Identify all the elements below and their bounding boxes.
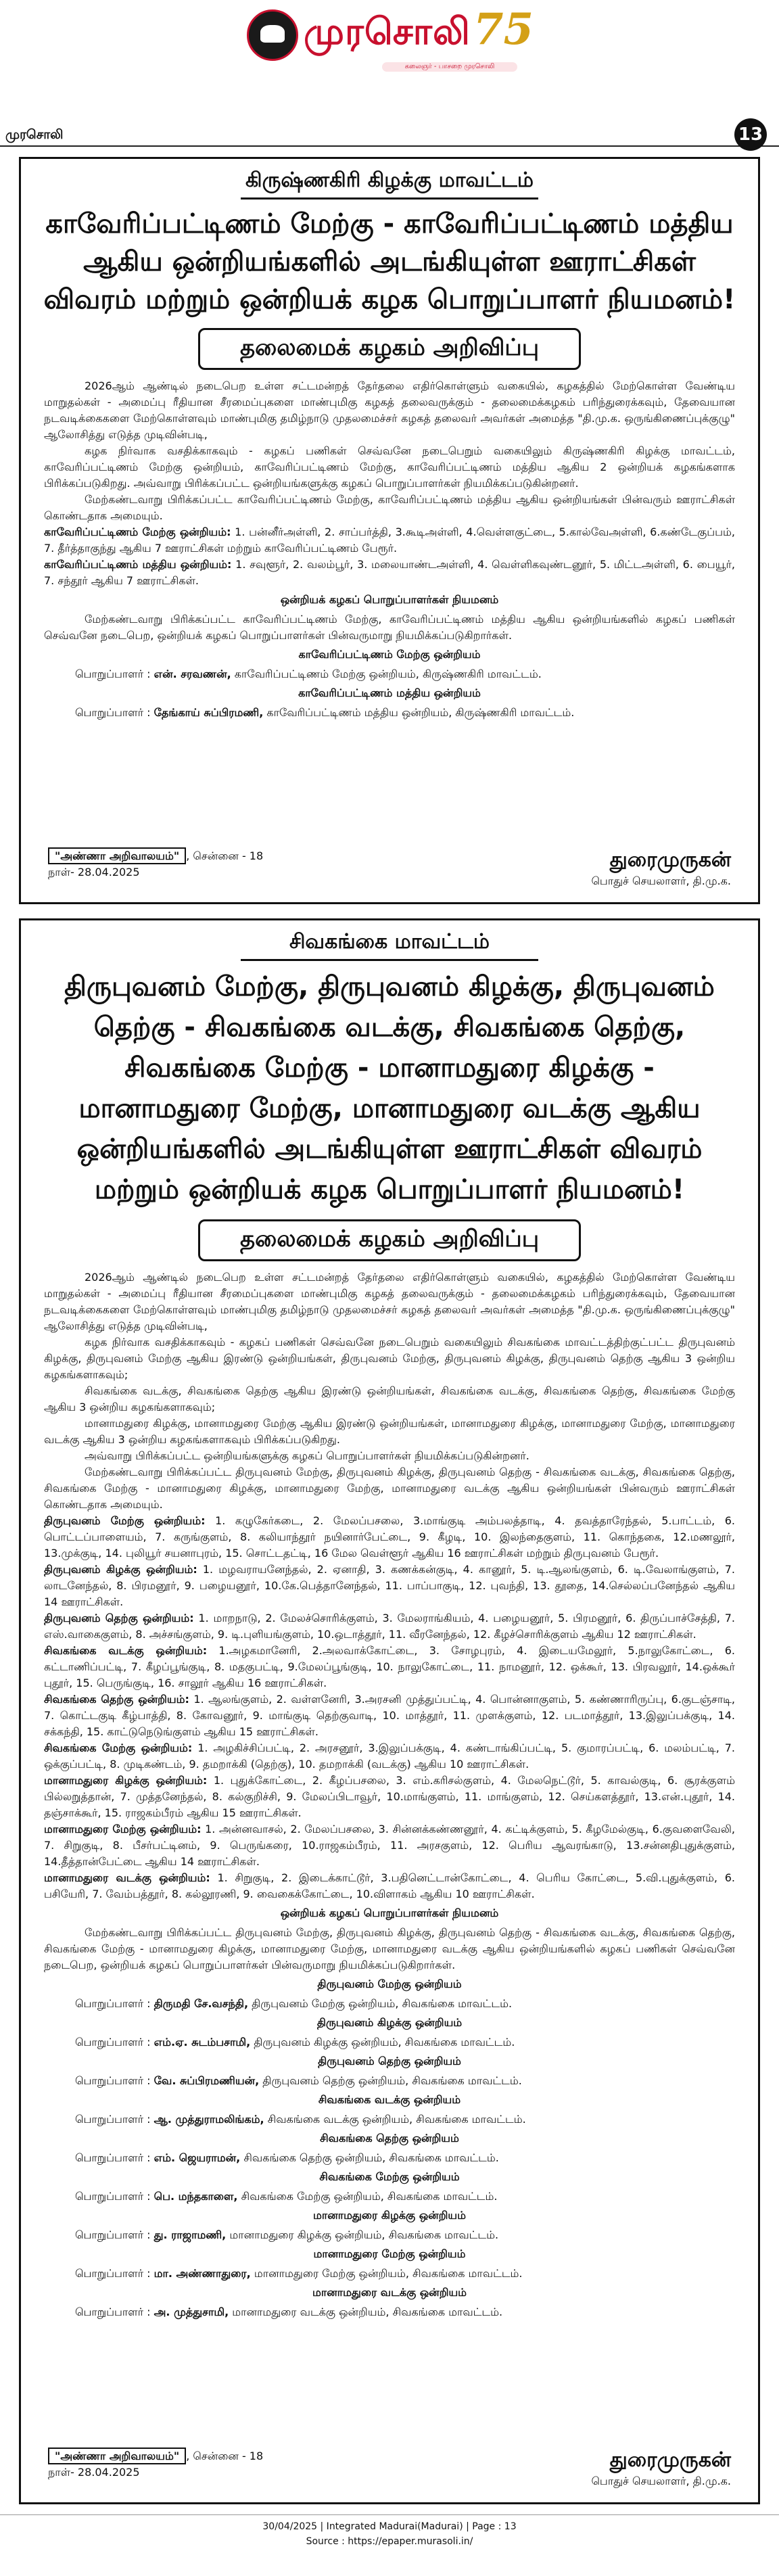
bearer-name: மா. அண்ணாதுரை,	[154, 2267, 251, 2280]
role-label: பொறுப்பாளர் :	[75, 2190, 151, 2203]
union-label: திருபுவனம் மேற்கு ஒன்றியம்:	[44, 1514, 206, 1527]
notice-footer	[48, 2448, 731, 2496]
signatory-role: பொதுச் செயலாளர், தி.மு.க.	[591, 874, 731, 887]
village-list: 1. பன்னீர்அள்ளி, 2. சாப்பர்த்தி, 3.கூடிஅள்ளி, 4.வெள்ளகுட்டை, 5.கால்வேஅள்ளி, 6.கண்டேகுப்பம், 7. தீர்த்தாகுந்து ஆகிய 7 ஊராட்சிகள் மற்றும் காவேரிப்பட்டிணம் பேரூர்.	[44, 525, 735, 555]
bearer-name: து. ராஜாமணி,	[154, 2228, 227, 2241]
role-label: பொறுப்பாளர் :	[75, 2228, 151, 2241]
footer-address	[48, 2448, 263, 2481]
village-list: 1. மழவராயனேந்தல், 2. ஏனாதி, 3. கணக்கன்குடி, 4. கானூர், 5. டி.ஆலங்குளம், 6. டி.வேலாங்குளம், 7. லாடனேந்தல், 8. பிரமனூர், 9. பழையனூர், 10.கே.பெத்தானேந்தல், 11. பாப்பாகுடி, 12. புவந்தி, 13. தூதை, 14.செல்லப்பனேந்தல் ஆகிய 14 ஊராட்சிகள்.	[44, 1563, 736, 1608]
list-item	[44, 1513, 735, 1562]
office-bearer	[75, 2266, 735, 2282]
footer-divider	[0, 2514, 779, 2515]
union-heading: திருபுவனம் தெற்கு ஒன்றியம்	[318, 2055, 461, 2067]
office-city: , சென்னை - 18	[186, 849, 264, 862]
bearer-name: எம். ஜெயராமன்,	[154, 2151, 241, 2164]
village-list: 1. மாறநாடு, 2. மேலச்சொரிக்குளம், 3. மேலராங்கியம், 4. பழையனூர், 5. பிரமனூர், 6. திருப்பாச்சேத்தி, 7. எஸ்.வாகைகுளம், 8. அச்சங்குளம், 9. டி.புளியங்குளம், 10.ஒடாத்தூர், 11. வீரனேந்தல், 12. கீழச்சொரிக்குளம் ஆகிய 12 ஊராட்சிகள்.	[44, 1612, 736, 1641]
office-bearer	[75, 2150, 735, 2166]
notice-krishnagiri	[19, 157, 760, 904]
village-list: 1. ஆலங்குளம், 2. வள்ளனேரி, 3.அரசனி முத்துப்பட்டி, 4. பொன்னாகுளம், 5. கண்ணாரிருப்பு, 6.குடஞ்சாடி, 7. கொட்டகுடி கீழ்பாத்தி, 8. கோவனூர், 9. மாங்குடி தெற்குவாடி, 10. மாத்தூர், 11. முளக்குளம், 12. படமாத்தூர், 13.இலுப்பக்குடி, 14. சக்கந்தி, 15. காட்டுநெடுங்குளம் ஆகிய 15 ஊராட்சிகள்.	[44, 1693, 736, 1738]
list-item	[44, 1821, 735, 1870]
union-label: திருபுவனம் தெற்கு ஒன்றியம்:	[44, 1612, 194, 1624]
union-heading: மானாமதுரை மேற்கு ஒன்றியம்	[313, 2247, 466, 2260]
bearer-place: சிவகங்கை தெற்கு ஒன்றியம், சிவகங்கை மாவட்டம்.	[243, 2151, 499, 2164]
office-bearer	[75, 2111, 735, 2128]
bearer-place: திருபுவனம் மேற்கு ஒன்றியம், சிவகங்கை மாவட்டம்.	[252, 1997, 513, 2010]
list-item	[44, 1740, 735, 1773]
masthead	[0, 0, 779, 145]
union-heading: சிவகங்கை மேற்கு ஒன்றியம்	[319, 2170, 460, 2183]
village-list: 1. புதுக்கோட்டை, 2. கீழப்பசலை, 3. எம்.கரிசல்குளம், 4. மேலநெட்டூர், 5. காவல்குடி, 6. சூரக்குளம் பில்லறுத்தான், 7. முத்தனேந்தல், 8. கல்குறிச்சி, 9. மேலப்பிடாவூர், 10.மாங்குளம், 11. மாங்குளம், 12. செய்களத்தூர், 13.என்.புதூர், 14. தஞ்சாக்கூர், 15. ராஜகம்பீரம் ஆகிய 15 ஊராட்சிகள்.	[44, 1774, 735, 1819]
bearer-name: தேங்காய் சுப்பிரமணி,	[154, 706, 264, 719]
office-bearer	[75, 2227, 735, 2243]
appointment-paragraph: மேற்கண்டவாறு பிரிக்கப்பட்ட காவேரிப்பட்டிணம் மேற்கு, காவேரிப்பட்டிணம் மத்திய ஆகிய ஒன்றியங்களில் கழகப் பணிகள் செவ்வனே நடைபெற, ஒன்றியக் கழகப் பொறுப்பாளர்கள் பின்வருமாறு நியமிக்கப்படுகிறார்கள்.	[44, 613, 736, 642]
role-label: பொறுப்பாளர் :	[75, 2113, 151, 2126]
office-bearer	[75, 666, 735, 682]
district-title: சிவகங்கை மாவட்டம்	[241, 930, 538, 961]
union-heading: சிவகங்கை வடக்கு ஒன்றியம்	[318, 2093, 461, 2106]
list-item	[44, 524, 735, 557]
notice-headline: காவேரிப்பட்டிணம் மேற்கு - காவேரிப்பட்டிணம் மத்திய ஆகிய ஒன்றியங்களில் அடங்கியுள்ள ஊராட்சிகள் விவரம் மற்றும் ஒன்றியக் கழக பொறுப்பாளர் நியமனம்!	[43, 208, 736, 315]
union-heading: சிவகங்கை தெற்கு ஒன்றியம்	[320, 2132, 459, 2145]
office-name: "அண்ணா அறிவாலயம்"	[48, 2448, 186, 2464]
villages-intro: மேற்கண்டவாறு பிரிக்கப்பட்ட திருபுவனம் மேற்கு, திருபுவனம் கிழக்கு, திருபுவனம் தெற்கு - சிவகங்கை வடக்கு, சிவகங்கை தெற்கு, சிவகங்கை மேற்கு - மானாமதுரை கிழக்கு, மானாமதுரை மேற்கு, மானாமதுரை வடக்கு ஆகிய ஒன்றியங்கள் பின்வரும் ஊராட்சிகள் கொண்டதாக அமையும்.	[44, 1466, 735, 1511]
union-label: மானாமதுரை வடக்கு ஒன்றியம்:	[44, 1871, 210, 1884]
appointment-heading: ஒன்றியக் கழகப் பொறுப்பாளர்கள் நியமனம்	[280, 1906, 499, 1919]
bearer-name: அ. முத்துசாமி,	[154, 2305, 229, 2318]
role-label: பொறுப்பாளர் :	[75, 2036, 151, 2048]
office-bearer	[75, 2188, 735, 2205]
union-label: மானாமதுரை கிழக்கு ஒன்றியம்:	[44, 1774, 208, 1787]
office-bearer	[75, 1996, 735, 2012]
footer-address	[48, 848, 263, 881]
union-heading: திருபுவனம் கிழக்கு ஒன்றியம்	[316, 2016, 463, 2029]
office-bearer	[75, 2304, 735, 2320]
union-heading: காவேரிப்பட்டிணம் மேற்கு ஒன்றியம்	[298, 648, 481, 661]
role-label: பொறுப்பாளர் :	[75, 2267, 151, 2280]
union-label: சிவகங்கை வடக்கு ஒன்றியம்:	[44, 1644, 208, 1657]
office-bearer	[75, 2034, 735, 2051]
notice-headline: திருபுவனம் மேற்கு, திருபுவனம் கிழக்கு, திருபுவனம் தெற்கு - சிவகங்கை வடக்கு, சிவகங்கை தெற்கு, சிவகங்கை மேற்கு - மானாமதுரை கிழக்கு - மானாமதுரை மேற்கு, மானாமதுரை வடக்கு ஆகிய ஒன்றியங்களில் அடங்கியுள்ள ஊராட்சிகள் விவரம் மற்றும் ஒன்றியக் கழக பொறுப்பாளர் நியமனம்!	[64, 971, 715, 1205]
bearer-name: பெ. மந்தகாளை,	[154, 2190, 238, 2203]
village-list: 1. சிறுகுடி, 2. இடைக்காட்டூர், 3.பதினெட்டான்கோட்டை, 4. பெரிய கோட்டை, 5.வி.புதுக்குளம், 6. பசியேரி, 7. வேம்பத்தூர், 8. கல்லூரணி, 9. வைகைக்கோட்டை, 10.விளாகம் ஆகிய 10 ஊராட்சிகள்.	[44, 1871, 735, 1900]
role-label: பொறுப்பாளர் :	[75, 2305, 151, 2318]
office-city: , சென்னை - 18	[186, 2450, 264, 2462]
list-item	[44, 1643, 735, 1691]
list-item	[44, 1610, 735, 1643]
list-item	[44, 1691, 735, 1740]
notice-sivagangai	[19, 918, 760, 2504]
tagline: கலைஞர் - பாசறை முரசொலி	[382, 62, 517, 72]
union-label: சிவகங்கை மேற்கு ஒன்றியம்:	[44, 1741, 193, 1754]
list-item	[44, 1870, 735, 1902]
bearer-place: காவேரிப்பட்டிணம் மத்திய ஒன்றியம், கிருஷ்ணகிரி மாவட்டம்.	[266, 706, 575, 719]
appointment-paragraph: மேற்கண்டவாறு பிரிக்கப்பட்ட திருபுவனம் மேற்கு, திருபுவனம் கிழக்கு, திருபுவனம் தெற்கு - சிவகங்கை வடக்கு, சிவகங்கை தெற்கு, சிவகங்கை மேற்கு - மானாமதுரை கிழக்கு, மானாமதுரை மேற்கு, மானாமதுரை வடக்கு ஆகிய ஒன்றியங்களில் கழகப் பணிகள் செவ்வனே நடைபெற, ஒன்றியக் கழகப் பொறுப்பாளர்கள் பின்வருமாறு நியமிக்கப்படுகிறார்கள்.	[44, 1926, 735, 1971]
bearer-name: என். சரவணன்,	[154, 668, 231, 680]
bearer-name: எம்.ஏ. சுடம்பசாமி,	[154, 2036, 251, 2048]
split-paragraph: மானாமதுரை கிழக்கு, மானாமதுரை மேற்கு ஆகிய இரண்டு ஒன்றியங்கள், மானாமதுரை கிழக்கு, மானாமதுரை மேற்கு, மானாமதுரை வடக்கு ஆகிய 3 ஒன்றிய கழகங்களாகவும் பிரிக்கப்படுகிறது.	[44, 1417, 735, 1446]
union-heading: திருபுவனம் மேற்கு ஒன்றியம்	[317, 1977, 462, 1990]
bearer-name: வே. சுப்பிரமணியன்,	[154, 2074, 260, 2087]
list-item	[44, 1773, 735, 1821]
edition-info: 30/04/2025 | Integrated Madurai(Madurai) | Page : 13	[262, 2521, 517, 2532]
list-item	[44, 1562, 735, 1610]
village-list: 1.அழகமானேரி, 2.அலவாக்கோட்டை, 3. சோழபுரம், 4. இடையமேலூர், 5.நாலுகோட்டை, 6. கட்டாணிப்பட்டி, 7. கீழப்பூங்குடி, 8. மதகுபட்டி, 9.மேலப்பூங்குடி, 10. நாலுகோட்டை, 11. நாமனூர், 12. ஒக்கூர், 13. பிரவலூர், 14.ஒக்கூர் புதூர், 15. பெருங்குடி, 16. சாலூர் ஆகிய 16 ஊராட்சிகள்.	[44, 1644, 735, 1689]
split-paragraph: கழக நிர்வாக வசதிக்காகவும் - கழகப் பணிகள் செவ்வனே நடைபெறும் வகையிலும் சிவகங்கை மாவட்டத்திற்குட்பட்ட திருபுவனம் கிழக்கு, திருபுவனம் மேற்கு ஆகிய இரண்டு ஒன்றியங்கள், திருபுவனம் மேற்கு, திருபுவனம் கிழக்கு, திருபுவனம் தெற்கு ஆகிய 3 ஒன்றிய கழகங்களாகவும்;	[44, 1336, 736, 1381]
village-list: 1. சவுளூர், 2. வலம்பூர், 3. மலையாண்டஅள்ளி, 4. வெள்ளிகவுண்டனூர், 5. மிட்டஅள்ளி, 6. பையூர், 7. சந்தூர் ஆகிய 7 ஊராட்சிகள்.	[44, 558, 735, 587]
signatory-name: துரைமுருகன்	[609, 2448, 731, 2472]
union-label: சிவகங்கை தெற்கு ஒன்றியம்:	[44, 1693, 189, 1706]
notice-date: நாள்- 28.04.2025	[48, 866, 140, 879]
bearer-place: காவேரிப்பட்டிணம் மேற்கு ஒன்றியம், கிருஷ்ணகிரி மாவட்டம்.	[234, 668, 542, 680]
anniversary-number: 75	[473, 4, 534, 55]
signature-block	[591, 2448, 731, 2489]
newspaper-logo	[247, 5, 544, 76]
union-label: காவேரிப்பட்டிணம் மேற்கு ஒன்றியம்:	[44, 525, 231, 538]
office-bearer	[75, 705, 735, 721]
role-label: பொறுப்பாளர் :	[75, 1997, 151, 2010]
bearer-name: திருமதி சே.வசந்தி,	[154, 1997, 249, 2010]
villages-intro: மேற்கண்டவாறு பிரிக்கப்பட்ட காவேரிப்பட்டிணம் மேற்கு, காவேரிப்பட்டிணம் மத்திய ஆகிய ஒன்றியங்கள் பின்வரும் ஊராட்சிகள் கொண்டதாக அமையும்.	[44, 493, 735, 522]
notice-footer	[48, 848, 731, 895]
union-heading: மானாமதுரை வடக்கு ஒன்றியம்	[312, 2286, 467, 2299]
split-paragraph: சிவகங்கை வடக்கு, சிவகங்கை தெற்கு ஆகிய இரண்டு ஒன்றியங்கள், சிவகங்கை வடக்கு, சிவகங்கை தெற்கு, சிவகங்கை மேற்கு ஆகிய 3 ஒன்றிய கழகங்களாகவும்;	[44, 1384, 735, 1413]
village-list: 1. அன்னவாசல், 2. மேலப்பசலை, 3. சின்னக்கண்ணனூர், 4. கட்டிக்குளம், 5. கீழமேல்குடி, 6.குவளைவேலி, 7. சிறுகுடி, 8. பீசர்பட்டினம், 9. பெருங்கரை, 10.ராஜகம்பீரம், 11. அரசகுளம், 12. பெரிய ஆவரங்காடு, 13.சன்னதிபுதுக்குளம், 14.தீத்தான்பேட்டை ஆகிய 14 ஊராட்சிகள்.	[44, 1823, 735, 1868]
village-list: 1. அழகிச்சிப்பட்டி, 2. அரசனூர், 3.இலுப்பக்குடி, 4. கண்டாங்கிப்பட்டி, 5. குமாரப்பட்டி, 6. மலம்பட்டி, 7. ஒக்குப்பட்டி, 8. முடிகண்டம், 9. தமறாக்கி (தெற்கு), 10. தமறாக்கி (வடக்கு) ஆகிய 10 ஊராட்சிகள்.	[44, 1741, 735, 1771]
split-paragraph: அவ்வாறு பிரிக்கப்பட்ட ஒன்றியங்களுக்கு கழகப் பொறுப்பாளர்கள் நியமிக்கப்படுகின்றனர்.	[85, 1449, 529, 1462]
page-number-badge: 13	[734, 118, 767, 151]
notice-date: நாள்- 28.04.2025	[48, 2466, 140, 2479]
role-label: பொறுப்பாளர் :	[75, 668, 151, 680]
bearer-name: ஆ. முத்துராமலிங்கம்,	[154, 2113, 264, 2126]
role-label: பொறுப்பாளர் :	[75, 2151, 151, 2164]
bearer-place: சிவகங்கை மேற்கு ஒன்றியம், சிவகங்கை மாவட்டம்.	[241, 2190, 498, 2203]
signatory-name: துரைமுருகன்	[609, 848, 731, 872]
page-strip	[0, 124, 779, 147]
office-name: "அண்ணா அறிவாலயம்"	[48, 847, 186, 864]
union-heading: காவேரிப்பட்டிணம் மத்திய ஒன்றியம்	[298, 686, 481, 699]
bearer-place: திருபுவனம் கிழக்கு ஒன்றியம், சிவகங்கை மாவட்டம்.	[254, 2036, 515, 2048]
bearer-place: மானாமதுரை மேற்கு ஒன்றியம், சிவகங்கை மாவட்டம்.	[254, 2267, 523, 2280]
role-label: பொறுப்பாளர் :	[75, 706, 151, 719]
union-label: மானாமதுரை மேற்கு ஒன்றியம்:	[44, 1823, 202, 1835]
district-title: கிருஷ்ணகிரி கிழக்கு மாவட்டம்	[241, 168, 538, 200]
split-paragraph: கழக நிர்வாக வசதிக்காகவும் - கழகப் பணிகள் செவ்வனே நடைபெறும் வகையிலும் கிருஷ்ணகிரி கிழக்கு மாவட்டம், காவேரிப்பட்டிணம் மேற்கு ஒன்றியம், காவேரிப்பட்டிணம் மேற்கு, காவேரிப்பட்டிணம் மத்திய ஆகிய 2 ஒன்றியக் கழகங்களாக பிரிக்கப்படுகிறது. அவ்வாறு பிரிக்கப்பட்ட ஒன்றியங்களுக்கு கழகப் பொறுப்பாளர்கள் நியமிக்கப்படுகின்றனர்.	[44, 444, 735, 490]
bearer-place: திருபுவனம் தெற்கு ஒன்றியம், சிவகங்கை மாவட்டம்.	[262, 2074, 522, 2087]
union-label: காவேரிப்பட்டிணம் மத்திய ஒன்றியம்:	[44, 558, 232, 571]
logo-text: முரசொலி	[304, 9, 471, 53]
source-link[interactable]: Source : https://epaper.murasoli.in/	[306, 2536, 473, 2547]
list-item	[44, 557, 735, 589]
rising-sun-emblem-icon	[247, 9, 298, 61]
paper-name: முரசொலி	[5, 127, 64, 142]
signatory-role: பொதுச் செயலாளர், தி.மு.க.	[591, 2475, 731, 2487]
announcement-banner: தலைமைக் கழகம் அறிவிப்பு	[198, 1219, 581, 1261]
bearer-place: சிவகங்கை வடக்கு ஒன்றியம், சிவகங்கை மாவட்டம்.	[267, 2113, 526, 2126]
union-label: திருபுவனம் கிழக்கு ஒன்றியம்:	[44, 1563, 197, 1576]
intro-paragraph: 2026ஆம் ஆண்டில் நடைபெற உள்ள சட்டமன்றத் தேர்தலை எதிர்கொள்ளும் வகையில், கழகத்தில் மேற்கொள்ள வேண்டிய மாறுதல்கள் - அமைப்பு ரீதியான சீரமைப்புகளை மாண்புமிகு கழகத் தலைவருக்கும் - தலைமைக்கழகம் பரிந்துரைக்கவும், தேவையான நடவடிக்கைகளை மேற்கொள்ளவும் மாண்புமிகு தமிழ்நாடு முதலமைச்சர் கழகத் தலைவர் அவர்கள் அமைத்த "தி.மு.க. ஒருங்கிணைப்புக்குழு" ஆலோசித்து எடுத்த முடிவின்படி,	[44, 379, 735, 441]
bearer-place: மானாமதுரை வடக்கு ஒன்றியம், சிவகங்கை மாவட்டம்.	[232, 2305, 503, 2318]
signature-block	[591, 848, 731, 889]
page-footer	[0, 2519, 779, 2576]
union-heading: மானாமதுரை கிழக்கு ஒன்றியம்	[312, 2209, 467, 2222]
appointment-heading: ஒன்றியக் கழகப் பொறுப்பாளர்கள் நியமனம்	[280, 593, 499, 606]
office-bearer	[75, 2073, 735, 2089]
bearer-place: மானாமதுரை கிழக்கு ஒன்றியம், சிவகங்கை மாவட்டம்.	[229, 2228, 499, 2241]
role-label: பொறுப்பாளர் :	[75, 2074, 151, 2087]
intro-paragraph: 2026ஆம் ஆண்டில் நடைபெற உள்ள சட்டமன்றத் தேர்தலை எதிர்கொள்ளும் வகையில், கழகத்தில் மேற்கொள்ள வேண்டிய மாறுதல்கள் - அமைப்பு ரீதியான சீரமைப்புகளை மாண்புமிகு கழகத் தலைவருக்கும் - தலைமைக்கழகம் பரிந்துரைக்கவும், தேவையான நடவடிக்கைகளை மேற்கொள்ளவும் மாண்புமிகு தமிழ்நாடு முதலமைச்சர் கழகத் தலைவர் அவர்கள் அமைத்த "தி.மு.க. ஒருங்கிணைப்புக்குழு" ஆலோசித்து எடுத்த முடிவின்படி,	[44, 1271, 735, 1332]
village-list: 1. கழுகேர்கடை, 2. மேலப்பசலை, 3.மாங்குடி அம்பலத்தாடி, 4. தவத்தாரேந்தல், 5.பாட்டம், 6. பொட்டப்பாளையம், 7. கருங்குளம், 8. கலியாந்தூர் நயினார்பேட்டை, 9. கீழடி, 10. இலந்தைகுளம், 11. கொந்தகை, 12.மணலூர், 13.முக்குடி, 14. புலியூர் சயனாபுரம், 15. சொட்டதட்டி, 16 மேல வெள்ளூர் ஆகிய 16 ஊராட்சிகள் மற்றும் திருபுவனம் பேரூர்.	[44, 1514, 735, 1560]
announcement-banner: தலைமைக் கழகம் அறிவிப்பு	[198, 328, 581, 370]
